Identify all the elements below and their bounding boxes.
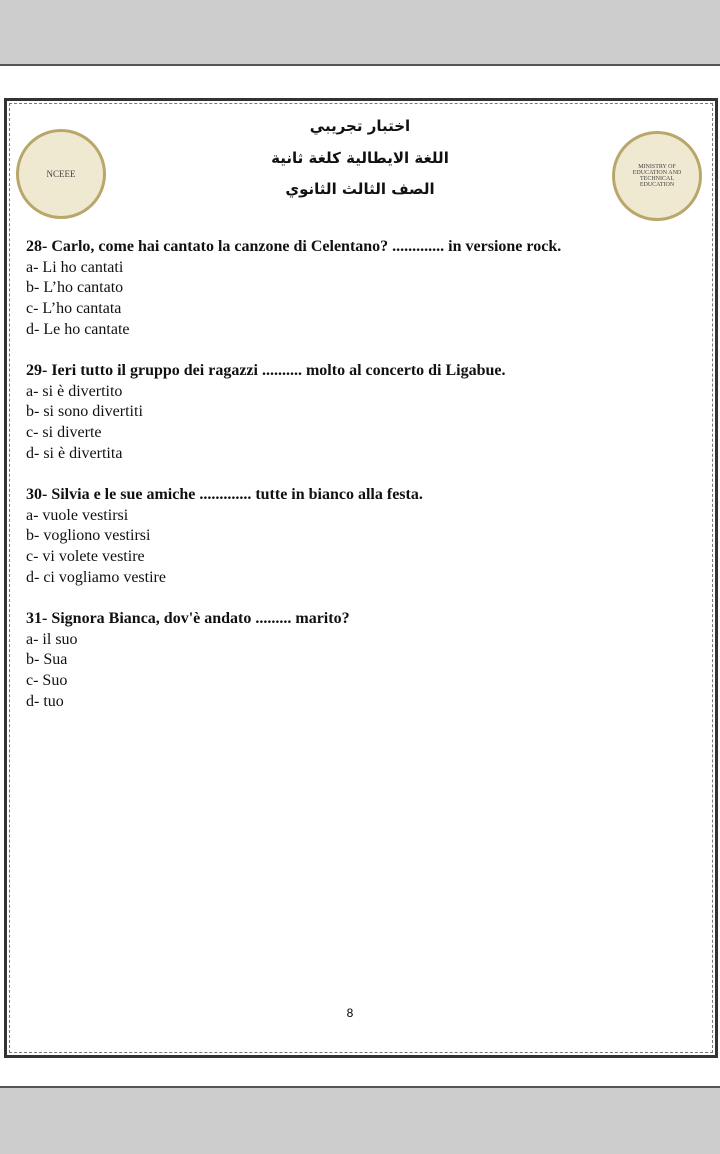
question-text: 30- Silvia e le sue amiche ............. tutte in bianco alla festa. — [26, 486, 423, 503]
ncee-logo-text: NCEEE — [46, 169, 76, 179]
question-text: 29- Ieri tutto il gruppo dei ragazzi .......... molto al concerto di Ligabue. — [26, 362, 506, 379]
question-28 — [26, 237, 561, 341]
option: a- il suo — [26, 630, 78, 648]
header-title: اختبار تجريبي — [309, 117, 411, 135]
option: b- L’ho cantato — [26, 279, 124, 297]
page-number: 8 — [346, 1006, 354, 1020]
top-bar — [0, 0, 720, 66]
ministry-logo-text: MINISTRY OF EDUCATION AND TECHNICAL EDUCATION — [632, 164, 682, 188]
question-text: 28- Carlo, come hai cantato la canzone di Celentano? ............. in versione rock. — [26, 238, 562, 255]
ncee-logo — [16, 129, 106, 219]
question-30 — [26, 485, 423, 589]
option: d- Le ho cantate — [26, 320, 130, 338]
header-subject: اللغة الايطالية كلغة ثانية — [271, 149, 449, 167]
option: d- si è divertita — [26, 444, 123, 462]
bottom-bar — [0, 1086, 720, 1154]
ministry-logo — [612, 131, 702, 221]
question-text: 31- Signora Bianca, dov'è andato ......... marito? — [26, 610, 350, 627]
option: a- vuole vestirsi — [26, 506, 129, 524]
header-grade: الصف الثالث الثانوي — [285, 180, 435, 198]
question-31 — [26, 609, 350, 713]
option: b- si sono divertiti — [26, 403, 143, 421]
option: b- vogliono vestirsi — [26, 527, 151, 545]
option: b- Sua — [26, 651, 68, 669]
question-29 — [26, 361, 506, 465]
option: d- ci vogliamo vestire — [26, 568, 166, 586]
option: c- vi volete vestire — [26, 548, 145, 566]
option: c- L’ho cantata — [26, 300, 122, 318]
option: a- si è divertito — [26, 382, 123, 400]
option: c- si diverte — [26, 424, 102, 442]
option: d- tuo — [26, 692, 64, 710]
option: a- Li ho cantati — [26, 258, 124, 276]
option: c- Suo — [26, 672, 68, 690]
